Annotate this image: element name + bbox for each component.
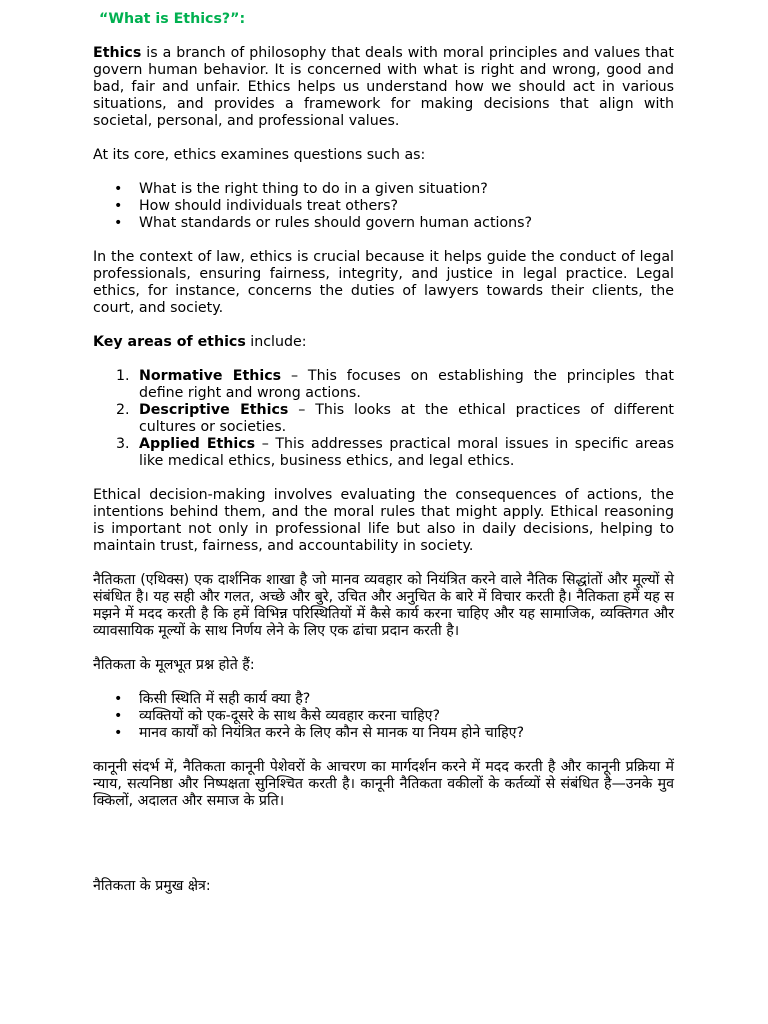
- document-page: [93, 11, 674, 895]
- areas-list: [93, 368, 674, 470]
- questions-intro: At its core, ethics examines questions such as:: [93, 147, 426, 163]
- area-name: Applied Ethics: [139, 436, 256, 452]
- area-desc: – This focuses on establishing the principles that define right and wrong actions.: [139, 368, 674, 401]
- area-name: Descriptive Ethics: [139, 402, 289, 418]
- list-number: 1.: [116, 368, 130, 384]
- law-paragraph: In the context of law, ethics is crucial because it helps guide the conduct of legal professionals, ensuring fairness, integrity, and justice in legal practice. Legal ethics, for instance, concerns the duties of lawyers towards their clients, the court, and society.: [93, 249, 674, 316]
- key-areas-rest: include:: [245, 334, 307, 350]
- list-item: • मानव कार्यों को नियंत्रित करने के लिए कौन से मानक या नियम होने चाहिए?: [93, 725, 674, 742]
- list-number: 2.: [116, 402, 130, 418]
- decision-paragraph: Ethical decision-making involves evaluating the consequences of actions, the intentions behind them, and the moral rules that might apply. Ethical reasoning is important not only in professional life but also in daily decisions, helping to maintain trust, fairness, and accountability in society.: [93, 487, 674, 554]
- list-item: [93, 368, 674, 402]
- list-item: • What is the right thing to do in a given situation?: [93, 181, 674, 198]
- list-item: • What standards or rules should govern human actions?: [93, 215, 674, 232]
- document-title: “What is Ethics?”:: [99, 11, 246, 27]
- key-areas-heading: [93, 334, 674, 351]
- intro-paragraph: [93, 45, 674, 130]
- list-item: • How should individuals treat others?: [93, 198, 674, 215]
- intro-text: is a branch of philosophy that deals with moral principles and values that govern human behavior. It is concerned with what is right and wrong, good and bad, fair and unfair. Ethics helps us understand how we should act in various situations, and provides a framework for making decisions that align with societal, personal, and professional values.: [93, 45, 674, 129]
- hindi-questions-list: [93, 691, 674, 742]
- key-areas-bold: Key areas of ethics: [93, 334, 246, 350]
- area-desc: – This addresses practical moral issues in specific areas like medical ethics, business ethics, and legal ethics.: [139, 436, 674, 469]
- list-item: • किसी स्थिति में सही कार्य क्या है?: [93, 691, 674, 708]
- hindi-law-paragraph: कानूनी संदर्भ में, नैतिकता कानूनी पेशेवरों के आचरण का मार्गदर्शन करने में मदद करती है और कानूनी प्रक्रिया में न्याय, सत्यनिष्ठा और निष्पक्षता सुनिश्चित करती है। कानूनी नैतिकता वकीलों के कर्तव्यों से संबंधित है—उनके मुवक्किलों, अदालत और समाज के प्रति।: [93, 759, 674, 809]
- questions-list: [93, 181, 674, 232]
- list-item: [93, 436, 674, 470]
- area-desc: – This looks at the ethical practices of different cultures or societies.: [139, 402, 674, 435]
- list-item: [93, 402, 674, 436]
- hindi-key-areas-heading: नैतिकता के प्रमुख क्षेत्र:: [93, 878, 211, 894]
- intro-term: Ethics: [93, 45, 142, 61]
- list-item: • व्यक्तियों को एक-दूसरे के साथ कैसे व्यवहार करना चाहिए?: [93, 708, 674, 725]
- hindi-intro-paragraph: नैतिकता (एथिक्स) एक दार्शनिक शाखा है जो मानव व्यवहार को नियंत्रित करने वाले नैतिक सिद्धांतों और मूल्यों से संबंधित है। यह सही और गलत, अच्छे और बुरे, उचित और अनुचित के बारे में विचार करती है। नैतिकता हमें यह समझने में मदद करती है कि हमें विभिन्न परिस्थितियों में कैसे कार्य करना चाहिए और यह सामाजिक, व्यक्तिगत और व्यावसायिक मूल्यों के साथ निर्णय लेने के लिए एक ढांचा प्रदान करती है।: [93, 572, 674, 639]
- list-number: 3.: [116, 436, 130, 452]
- area-name: Normative Ethics: [139, 368, 282, 384]
- hindi-questions-intro: नैतिकता के मूलभूत प्रश्न होते हैं:: [93, 657, 255, 673]
